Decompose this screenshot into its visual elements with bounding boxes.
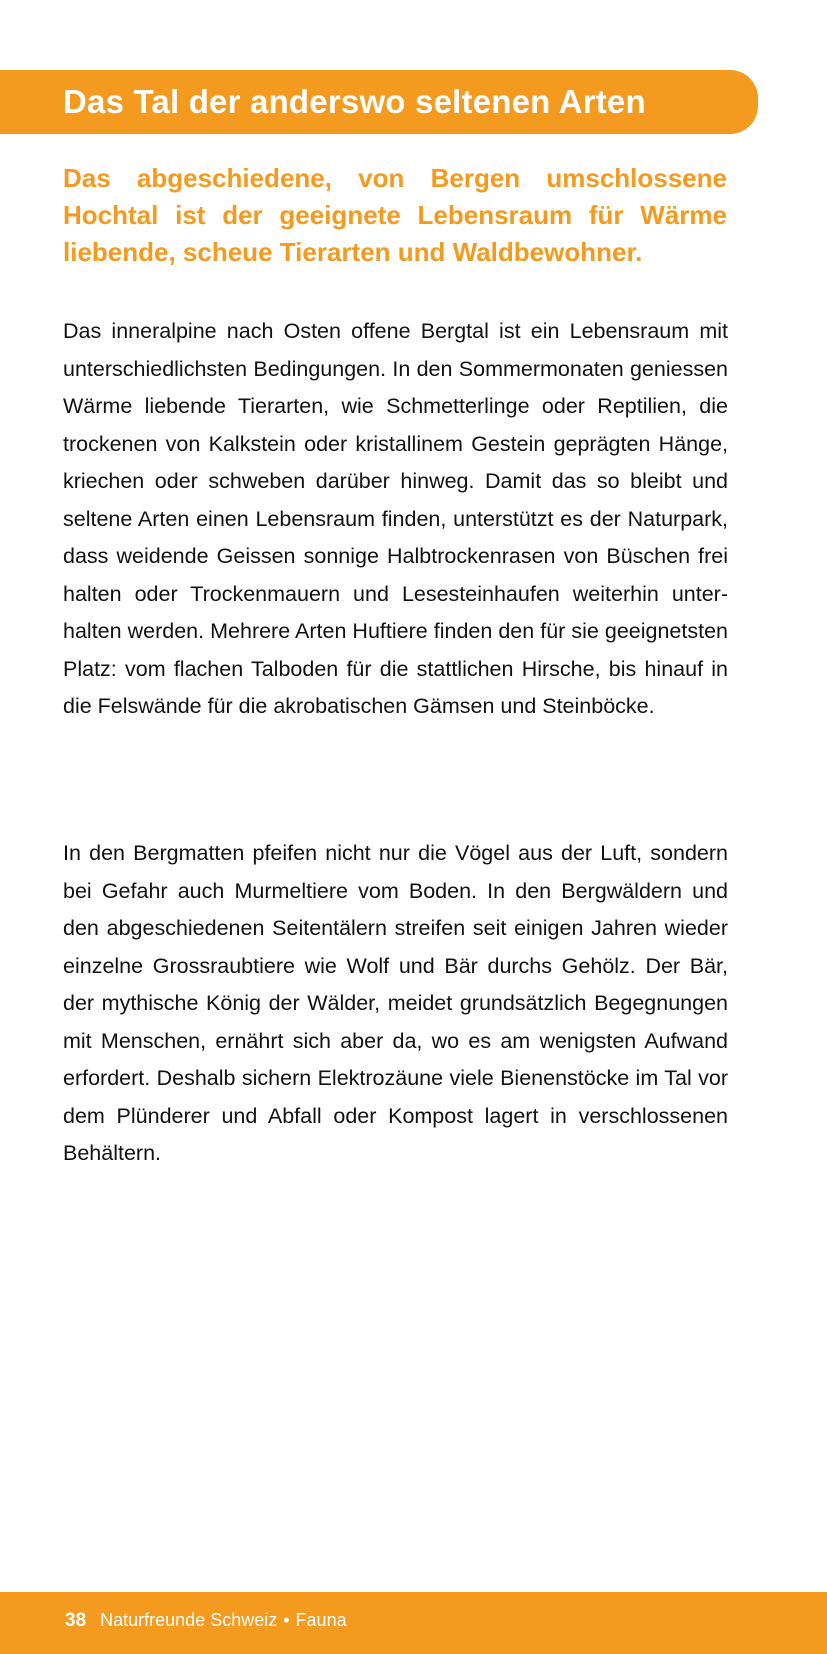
- section-name: Fauna: [295, 1610, 347, 1630]
- publication-name: Naturfreunde Schweiz: [100, 1610, 278, 1630]
- page-title: Das Tal der anderswo seltenen Arten: [63, 83, 646, 120]
- lead-paragraph: Das abgeschiedene, von Bergen umschlossene Hochtal ist der geeignete Lebensraum für Wärme liebende, scheue Tierarten und Waldbewohner.: [63, 163, 727, 267]
- page-number: 38: [65, 1610, 87, 1631]
- body-paragraph-1: Das inneralpine nach Osten offene Bergtal ist ein Lebensraum mit unterschiedlichsten Bedingungen. In den Sommermonaten geniessen Wärme liebende Tierarten, wie Schmetterlinge oder Reptilien, die trockenen von Kalkstein oder kristallinem Gestein geprägten Hänge, kriechen oder schweben darüber hinweg. Damit das so bleibt und seltene Arten einen Lebensraum finden, unterstützt es der Naturpark, dass weidende Geissen sonnige Halbtrockenrasen von Büschen frei halten oder Trockenmauern und Lesesteinhaufen weiterhin unterhalten werden. Mehrere Arten Huftiere finden den für sie geeignetsten Platz: vom flachen Talboden für die stattlichen Hirsche, bis hinauf in die Felswände für die akrobatischen Gämsen und Steinböcke.: [63, 319, 728, 718]
- body-paragraph-2: In den Bergmatten pfeifen nicht nur die Vögel aus der Luft, sondern bei Gefahr auch Murmeltiere vom Boden. In den Bergwäldern und den abgeschiedenen Seitentälern streifen seit einigen Jahren wieder einzelne Grossraubtiere wie Wolf und Bär durchs Gehölz. Der Bär, der mythische König der Wälder, meidet grundsätzlich Begegnungen mit Menschen, ernährt sich aber da, wo es am wenigsten Aufwand erfordert. Deshalb sichern Elektrozäune viele Bienenstöcke im Tal vor dem Plünderer und Abfall oder Kompost lagert in verschlossenen Behältern.: [63, 841, 728, 1165]
- footer-separator: •: [283, 1610, 290, 1630]
- title-bar: [0, 70, 758, 134]
- footer: [65, 1610, 347, 1632]
